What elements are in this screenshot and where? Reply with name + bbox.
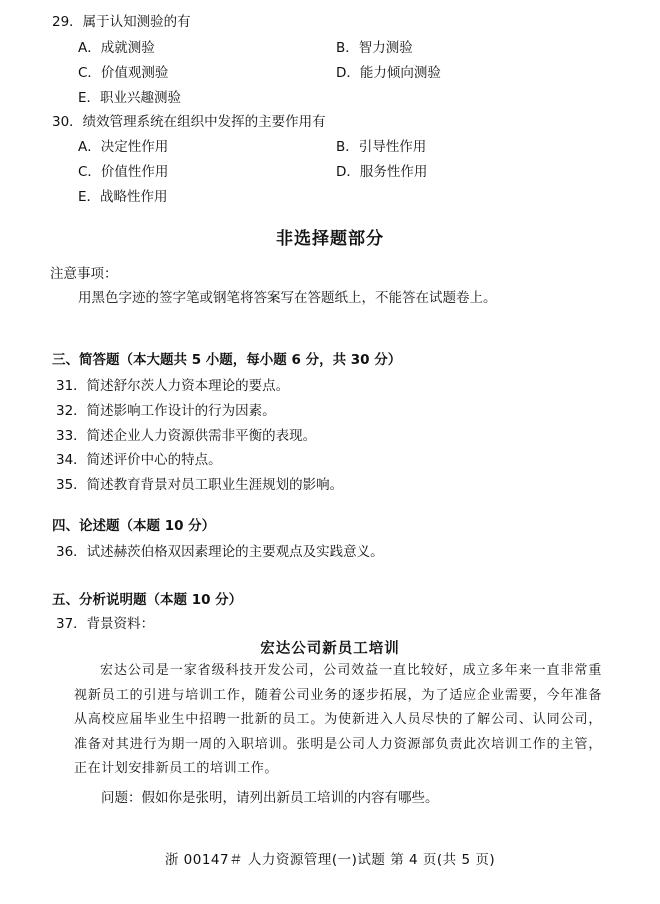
question-30-option-d: D．服务性作用 <box>336 164 428 180</box>
question-29-option-d: D．能力倾向测验 <box>336 65 441 81</box>
question-35: 35．简述教育背景对员工职业生涯规划的影响。 <box>56 477 344 493</box>
question-29-option-b: B．智力测验 <box>336 40 413 56</box>
question-29-stem: 29．属于认知测验的有 <box>52 14 191 30</box>
question-32: 32．简述影响工作设计的行为因素。 <box>56 403 276 419</box>
part-title: 非选择题部分 <box>276 229 384 249</box>
question-36: 36．试述赫茨伯格双因素理论的主要观点及实践意义。 <box>56 544 384 560</box>
question-30-option-b: B．引导性作用 <box>336 139 427 155</box>
case-body: 宏达公司是一家省级科技开发公司，公司效益一直比较好，成立多年来一直非常重视新员工的引进与培训工作，随着公司业务的逐步拓展，为了适应企业需要，今年准备从高校应届毕业生中招聘一批新的员工。为使新进入人员尽快的了解公司、认同公司，准备对其进行为期一周的入职培训。张明是公司人力资源部负责此次培训工作的主管，正在计划安排新员工的培训工作。 <box>74 663 602 776</box>
section-5-heading: 五、分析说明题（本题 10 分） <box>52 592 243 608</box>
question-29-option-e: E．职业兴趣测验 <box>78 90 182 106</box>
question-31: 31．简述舒尔茨人力资本理论的要点。 <box>56 378 290 394</box>
question-30-option-a: A．决定性作用 <box>78 139 169 155</box>
notes-text: 用黑色字迹的签字笔或钢笔将答案写在答题纸上，不能答在试题卷上。 <box>78 290 497 306</box>
page-footer: 浙 00147＃ 人力资源管理(一)试题 第 4 页(共 5 页) <box>164 852 496 868</box>
section-4-heading: 四、论述题（本题 10 分） <box>52 518 216 534</box>
notes-label: 注意事项： <box>50 266 118 282</box>
case-title: 宏达公司新员工培训 <box>260 640 400 657</box>
question-29-option-c: C．价值观测验 <box>78 65 169 81</box>
question-37-label: 37．背景资料： <box>56 616 155 632</box>
question-30-stem: 30．绩效管理系统在组织中发挥的主要作用有 <box>52 114 326 130</box>
question-29-option-a: A．成就测验 <box>78 40 155 56</box>
question-30-option-c: C．价值性作用 <box>78 164 169 180</box>
section-3-heading: 三、简答题（本大题共 5 小题，每小题 6 分，共 30 分） <box>52 352 402 368</box>
question-30-option-e: E．战略性作用 <box>78 189 168 205</box>
case-question: 问题：假如你是张明，请列出新员工培训的内容有哪些。 <box>101 790 439 806</box>
question-33: 33．简述企业人力资源供需非平衡的表现。 <box>56 428 317 444</box>
question-34: 34．简述评价中心的特点。 <box>56 452 222 468</box>
